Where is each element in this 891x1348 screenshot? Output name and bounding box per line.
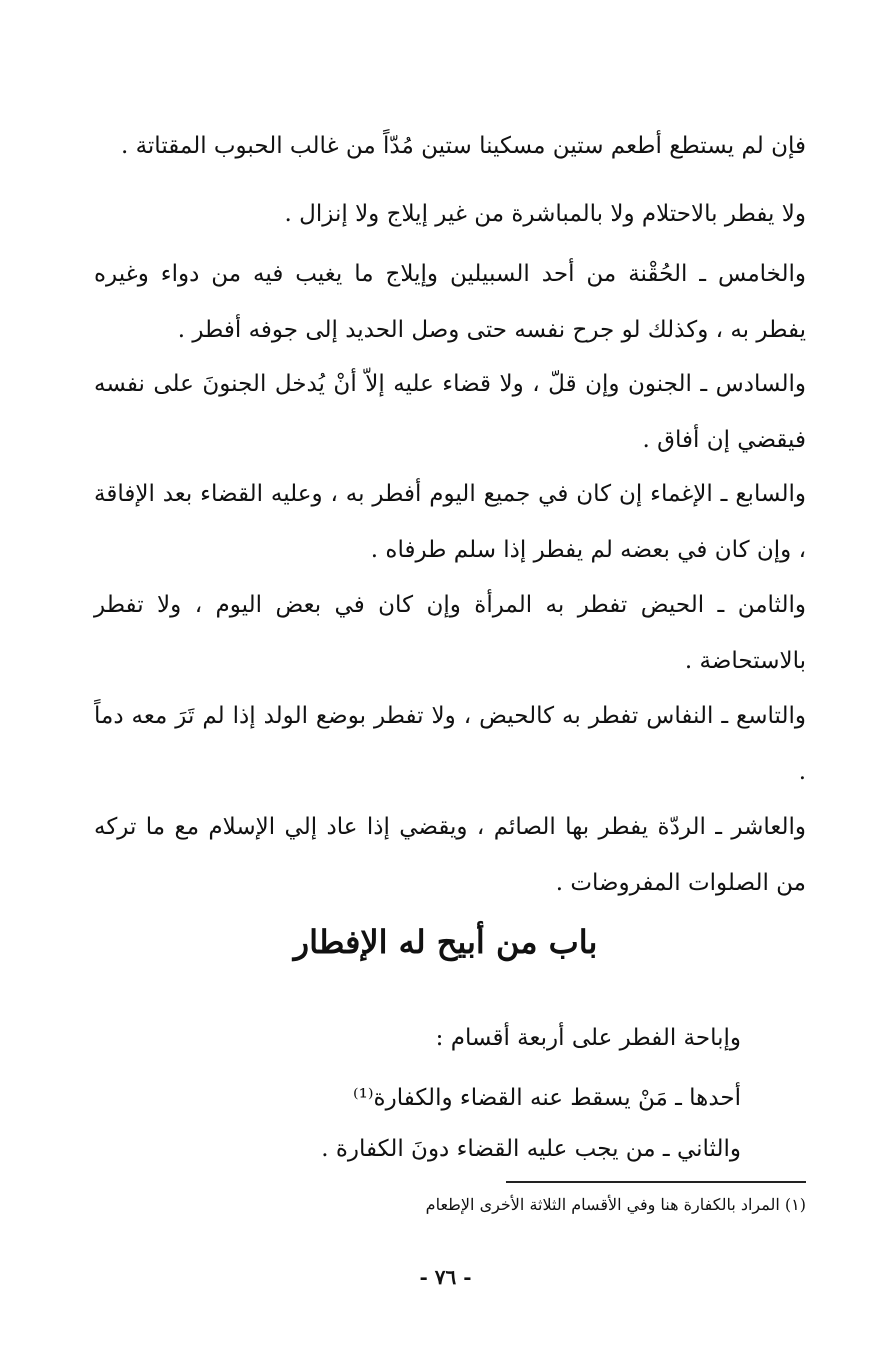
paragraph-fifth-injection: والخامس ـ الحُقْنة من أحد السبيلين وإيلاج ما يغيب فيه من دواء وغيره يفطر به ، وكذلك لو جرح نفسه حتى وصل الحديد إلى جوفه أفطر .	[94, 261, 806, 343]
footnote: (١) المراد بالكفارة هنا وفي الأقسام الثلاثة الأخرى الإطعام	[425, 1195, 806, 1214]
paragraph-feeding-expiation: فإن لم يستطع أطعم ستين مسكينا ستين مُدّاً من غالب الحبوب المقتاتة .	[120, 133, 806, 159]
list-intro: وإباحة الفطر على أربعة أقسام :	[435, 1025, 741, 1051]
list-item-second: والثاني ـ من يجب عليه القضاء دونَ الكفارة .	[321, 1136, 741, 1162]
footnote-divider	[506, 1181, 806, 1183]
paragraph-eighth-menstruation: والثامن ـ الحيض تفطر به المرأة وإن كان في بعض اليوم ، ولا تفطر بالاستحاضة .	[94, 592, 806, 674]
paragraph-no-break-dream: ولا يفطر بالاحتلام ولا بالمباشرة من غير إيلاج ولا إنزال .	[284, 201, 806, 227]
page-number: - ٧٦ -	[419, 1265, 472, 1289]
paragraph-seventh-fainting: والسابع ـ الإغماء إن كان في جميع اليوم أفطر به ، وعليه القضاء بعد الإفاقة ، وإن كان في بعضه لم يفطر إذا سلم طرفاه .	[94, 481, 806, 563]
paragraph-sixth-insanity: والسادس ـ الجنون وإن قلّ ، ولا قضاء عليه إلاّ أنْ يُدخل الجنونَ على نفسه فيقضي إن أفاق .	[94, 371, 806, 453]
paragraph-ninth-postnatal: والتاسع ـ النفاس تفطر به كالحيض ، ولا تفطر بوضع الولد إذا لم تَرَ معه دماً .	[94, 703, 806, 785]
list-item-first: أحدها ـ مَنْ يسقط عنه القضاء والكفارة⁽¹⁾	[353, 1085, 741, 1111]
paragraph-tenth-apostasy: والعاشر ـ الردّة يفطر بها الصائم ، ويقضي إذا عاد إلي الإسلام مع ما تركه من الصلوات المفروضات .	[94, 814, 806, 896]
section-heading: باب من أبيح له الإفطار	[293, 923, 598, 961]
